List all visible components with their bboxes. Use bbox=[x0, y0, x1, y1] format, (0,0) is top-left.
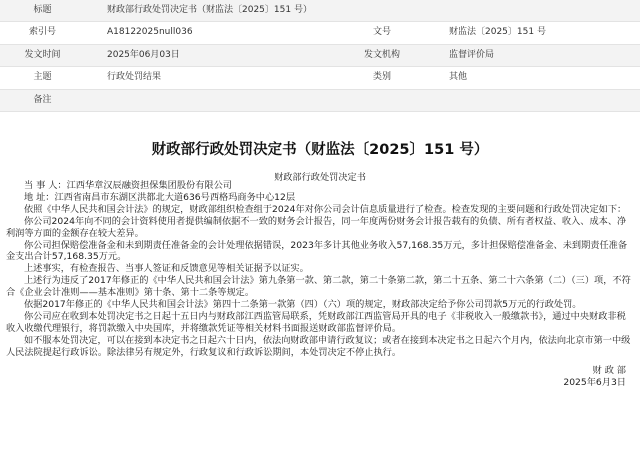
paragraph-evidence: 上述事实，有检查报告、当事人签证和反馈意见等相关证据予以证实。 bbox=[24, 263, 309, 275]
meta-value-title: 财政部行政处罚决定书（财监法〔2025〕151 号） bbox=[107, 5, 312, 15]
meta-row-title bbox=[0, 0, 640, 22]
document-subheading: 财政部行政处罚决定书 bbox=[274, 172, 366, 183]
signature-org: 财 政 部 bbox=[592, 364, 626, 376]
meta-label-title: 标题 bbox=[33, 5, 52, 15]
meta-value-topic: 行政处罚结果 bbox=[107, 72, 162, 83]
meta-value-remark bbox=[85, 90, 627, 111]
meta-row-date bbox=[0, 45, 640, 67]
paragraph-violation: 上述行为违反了2017年修正的《中华人民共和国会计法》第九条第一款、第二款，第二十条第二款，第二十五条、第二十六条第（二）（三）项，不符合《企业会计准则——基本准则》第十条、第十二条等规定。 bbox=[6, 275, 631, 299]
meta-label-org: 发文机构 bbox=[363, 49, 400, 60]
meta-value-index: A18122025null036 bbox=[107, 27, 193, 38]
document-metadata-table bbox=[0, 0, 640, 112]
signature-date: 2025年6月3日 bbox=[563, 376, 626, 388]
document-text bbox=[6, 180, 634, 388]
meta-row-topic bbox=[0, 67, 640, 89]
document-heading: 财政部行政处罚决定书（财监法〔2025〕151 号） bbox=[151, 142, 489, 158]
meta-value-docno: 财监法〔2025〕151 号 bbox=[449, 27, 546, 38]
document-body bbox=[0, 130, 640, 185]
party-line: 当 事 人：江西华章汉辰融资担保集团股份有限公司 bbox=[24, 180, 232, 191]
meta-label-remark: 备注 bbox=[33, 94, 52, 105]
meta-label-index: 索引号 bbox=[28, 27, 56, 38]
meta-label-type: 类别 bbox=[372, 72, 391, 83]
meta-label-date: 发文时间 bbox=[24, 49, 61, 60]
paragraph-penalty: 依据2017年修正的《中华人民共和国会计法》第四十二条第一款第（四）（六）项的规定，财政部决定给予你公司罚款5万元的行政处罚。 bbox=[24, 299, 582, 311]
meta-value-date: 2025年06月03日 bbox=[107, 49, 180, 60]
meta-label-topic: 主题 bbox=[33, 72, 52, 83]
paragraph-payment: 你公司应在收到本处罚决定书之日起十五日内与财政部江西监管局联系，凭财政部江西监管局开具的电子《非税收入一般缴款书》，通过中央财政非税收入收缴代理银行，将罚款缴入中央国库，并将缴款凭证等相关材料书面报送财政部监督评价局。 bbox=[6, 310, 626, 334]
meta-row-index bbox=[0, 22, 640, 44]
meta-value-type: 其他 bbox=[449, 72, 468, 83]
meta-label-docno: 文号 bbox=[372, 27, 391, 38]
paragraph-finding-1: 你公司2024年向不同的会计资料使用者提供编制依据不一致的财务会计报告，同一年度两份财务会计报告载有的负债、所有者权益、收入、成本、净利润等方面的金额存在较大差异。 bbox=[6, 215, 627, 239]
paragraph-intro: 依照《中华人民共和国会计法》的规定，财政部组织检查组于2024年对你公司会计信息质量进行了检查。检查发现的主要问题和行政处罚决定如下： bbox=[24, 203, 627, 215]
paragraph-appeal: 如不服本处罚决定，可以在接到本决定书之日起六十日内，依法向财政部申请行政复议；或者在接到本决定书之日起六个月内，依法向北京市第一中级人民法院提起行政诉讼。除法律另有规定外，行政复议和行政诉讼期间，本处罚决定不停止执行。 bbox=[6, 334, 631, 358]
meta-row-remark bbox=[0, 90, 640, 112]
meta-value-org: 监督评价局 bbox=[449, 49, 495, 60]
address-line: 地 址：江西省南昌市东湖区洪都北大道636号西格玛商务中心12层 bbox=[24, 191, 296, 203]
paragraph-finding-2: 你公司担保赔偿准备金和未到期责任准备金的会计处理依据错误，2023年多计其他业务收入57,168.35万元，多计担保赔偿准备金、未到期责任准备金支出合计57,168.35万元。 bbox=[6, 239, 628, 263]
